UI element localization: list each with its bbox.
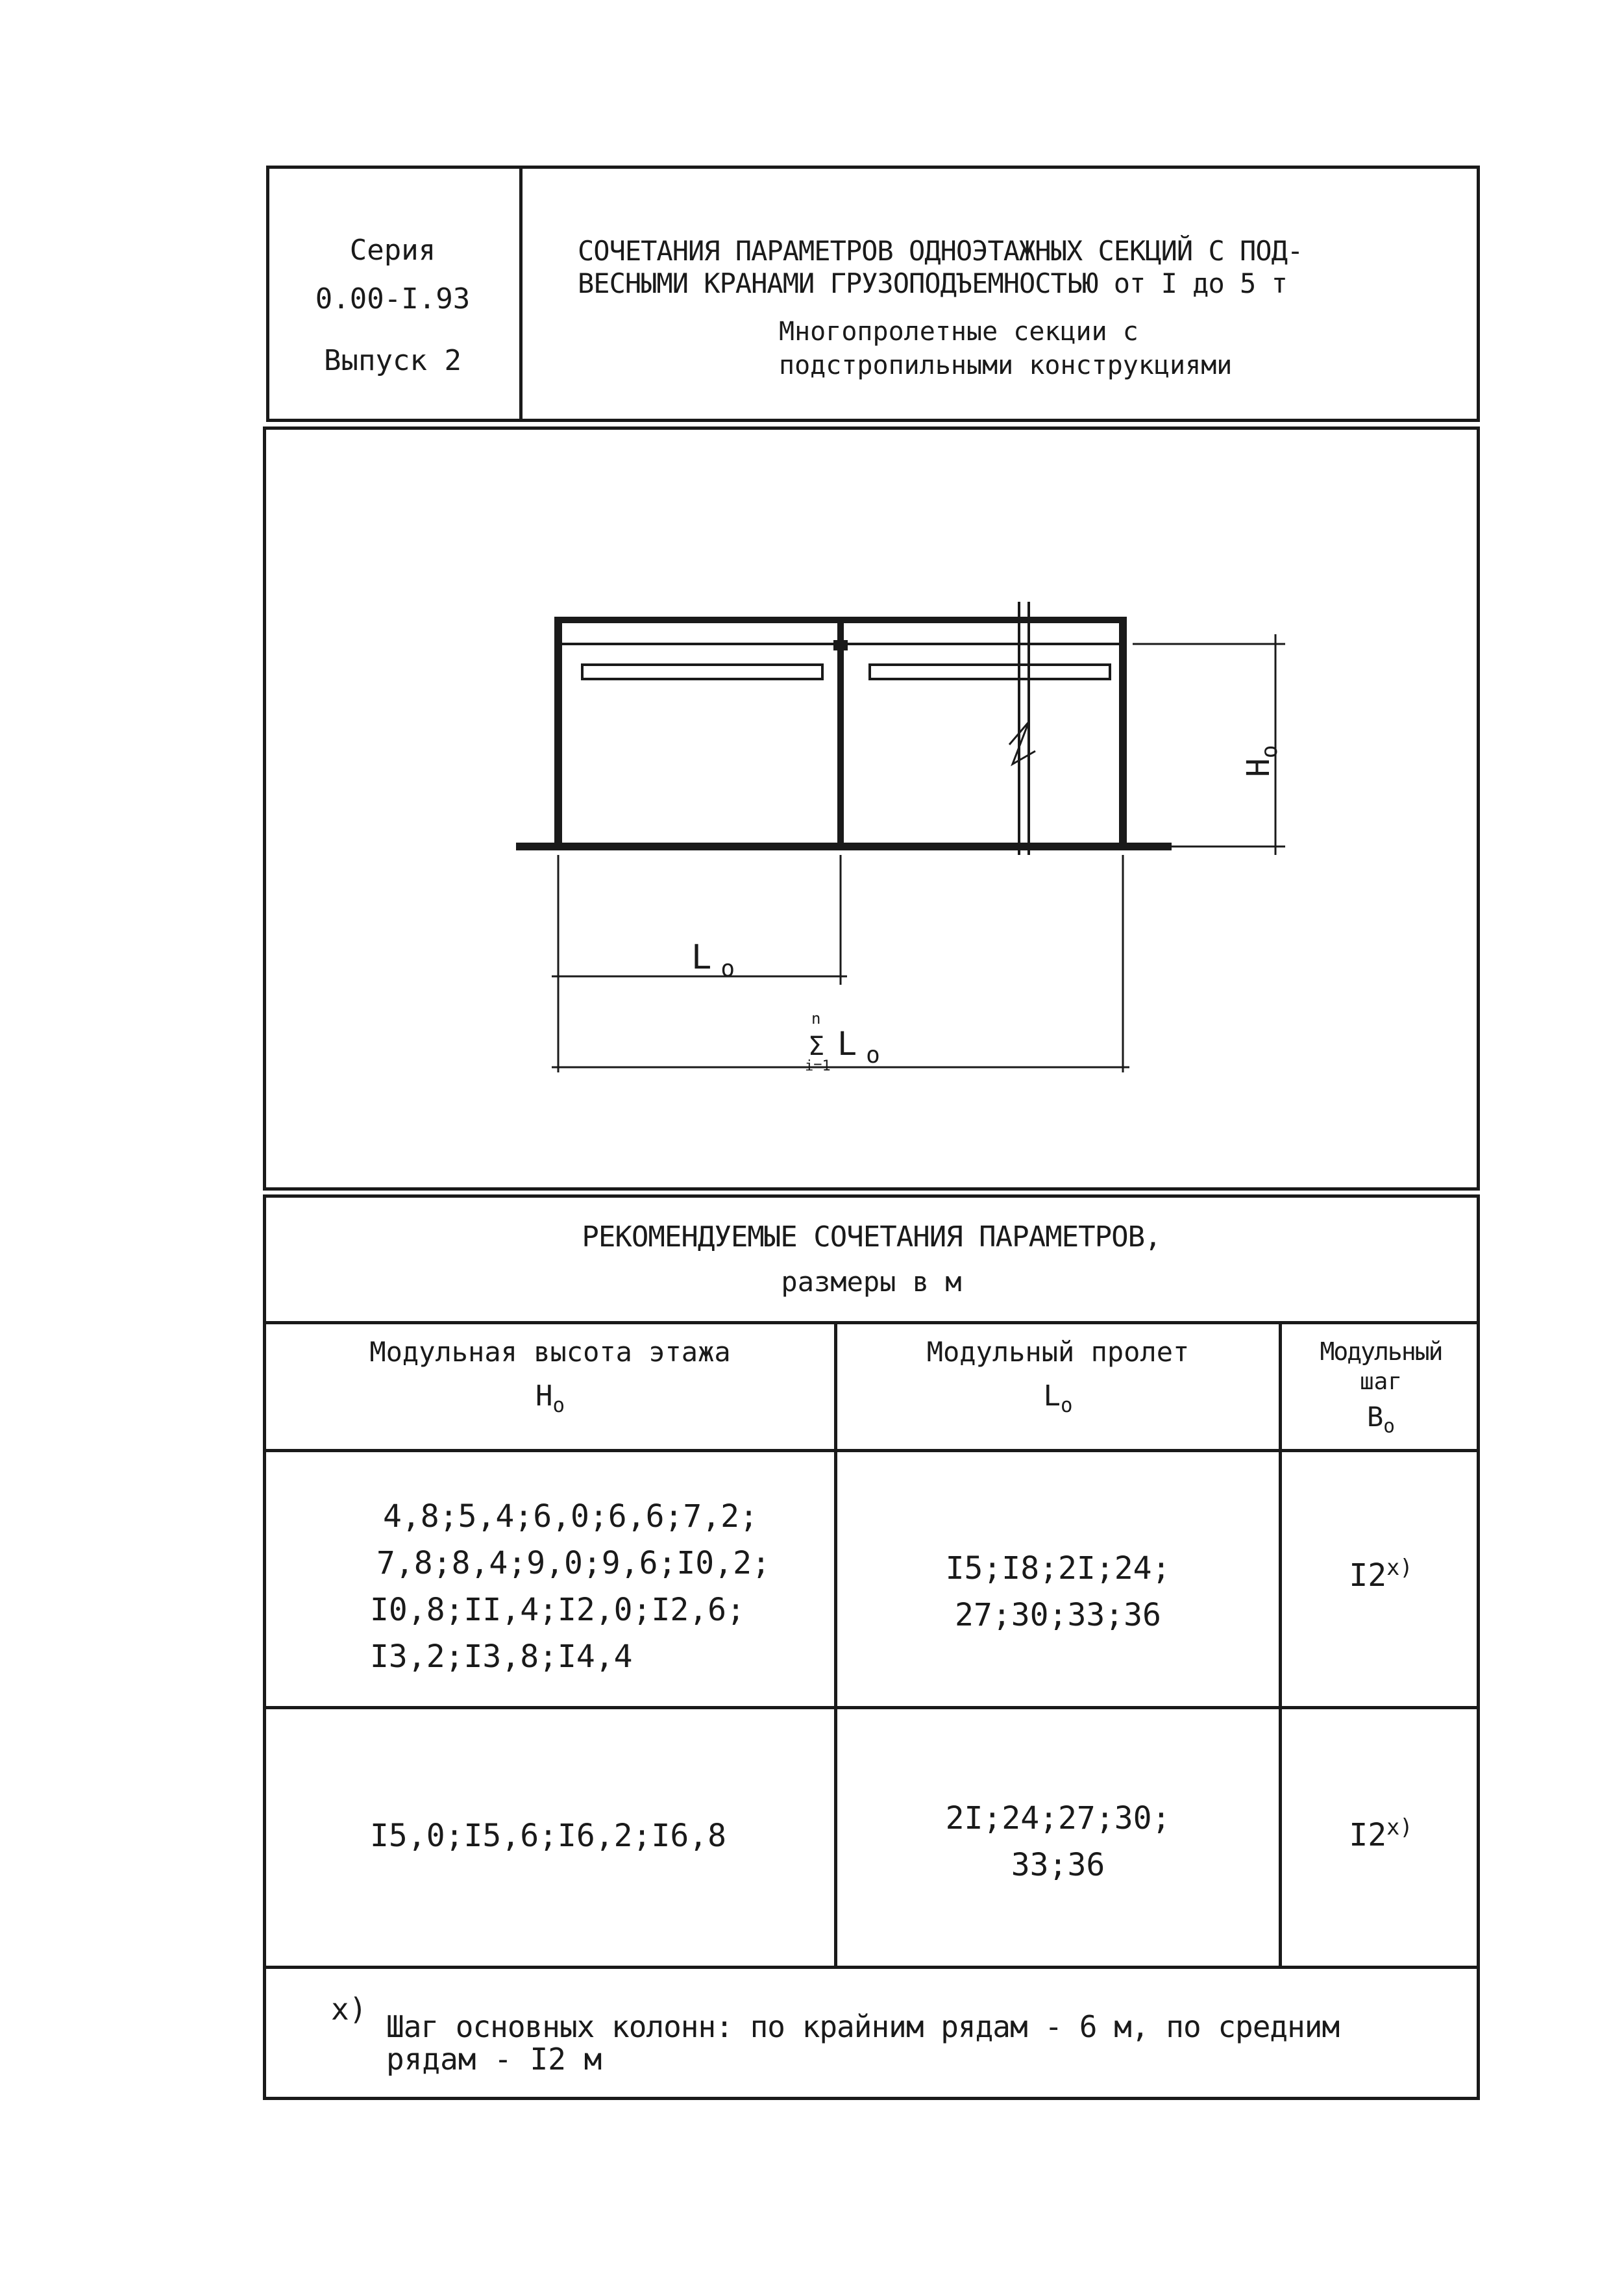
footnote-mark: x): [331, 1992, 367, 2027]
header-step-symbol: $B_o$: [1367, 1401, 1395, 1437]
rule-under-header: [263, 1449, 1480, 1452]
row2-step-value: I2$^{x)}$: [1349, 1814, 1413, 1853]
rule-under-row2: [263, 1966, 1480, 1969]
node-mark: [834, 641, 847, 650]
header-height-symbol: $H_o$: [535, 1379, 565, 1417]
row2-height-values: I5,0;I5,6;I6,2;I6,8: [370, 1818, 727, 1854]
break-zigzag: [1009, 722, 1035, 764]
header-divider: [519, 166, 523, 422]
series-number: 0.00-I.93: [315, 282, 471, 315]
header-span: Модульный пролет: [926, 1336, 1190, 1368]
section-diagram: [263, 426, 1480, 1191]
header-span-symbol: $L_o$: [1043, 1379, 1073, 1417]
row1-span-values: I5;I8;2I;24; 27;30;33;36: [945, 1550, 1171, 1633]
row1-step-value: I2$^{x)}$: [1349, 1555, 1413, 1594]
footnote-line1: Шаг основных колонн: по крайним рядам - 6 м, по средним: [386, 2009, 1340, 2044]
header-height: Модульная высота этажа: [369, 1336, 731, 1368]
span-label: L $_o$: [691, 938, 735, 982]
header-step-line1: Модульный: [1320, 1337, 1442, 1366]
row1-height-values: 4,8;5,4;6,0;6,6;7,2; 7,8;8,4;9,0;9,6;I0,2; I0,8;II,4;I2,0;I2,6; I3,2;I3,8;I4,4: [370, 1498, 770, 1675]
sum-label: L $_o$: [837, 1025, 880, 1069]
page-subtitle-line1: Многопролетные секции с: [779, 317, 1138, 347]
header-step-line2: шаг: [1359, 1368, 1403, 1395]
crane-beam-left: [582, 665, 822, 679]
footnote-line2: рядам - I2 м: [386, 2042, 602, 2077]
sum-bottom-index: i=1: [805, 1058, 831, 1074]
page-title-line1: СОЧЕТАНИЯ ПАРАМЕТРОВ ОДНОЭТАЖНЫХ СЕКЦИЙ С ПОД-: [578, 235, 1303, 267]
rule-under-row1: [263, 1706, 1480, 1709]
table-title: РЕКОМЕНДУЕМЫЕ СОЧЕТАНИЯ ПАРАМЕТРОВ,: [582, 1220, 1161, 1254]
rule-under-title: [263, 1321, 1480, 1324]
row2-span-values: 2I;24;27;30; 33;36: [945, 1800, 1171, 1883]
series-label: Серия: [349, 234, 436, 267]
sum-symbol: Σ: [808, 1032, 825, 1061]
issue-number: Выпуск 2: [324, 344, 461, 377]
height-label: $H_o$: [1240, 745, 1283, 777]
table-units: размеры в м: [781, 1266, 962, 1298]
sum-top-index: n: [811, 1009, 821, 1028]
crane-beam-right: [870, 665, 1110, 679]
page-subtitle-line2: подстропильными конструкциями: [779, 351, 1233, 380]
page-title-line2: ВЕСНЫМИ КРАНАМИ ГРУЗОПОДЪЕМНОСТЬЮ от I до 5 т: [578, 267, 1287, 299]
